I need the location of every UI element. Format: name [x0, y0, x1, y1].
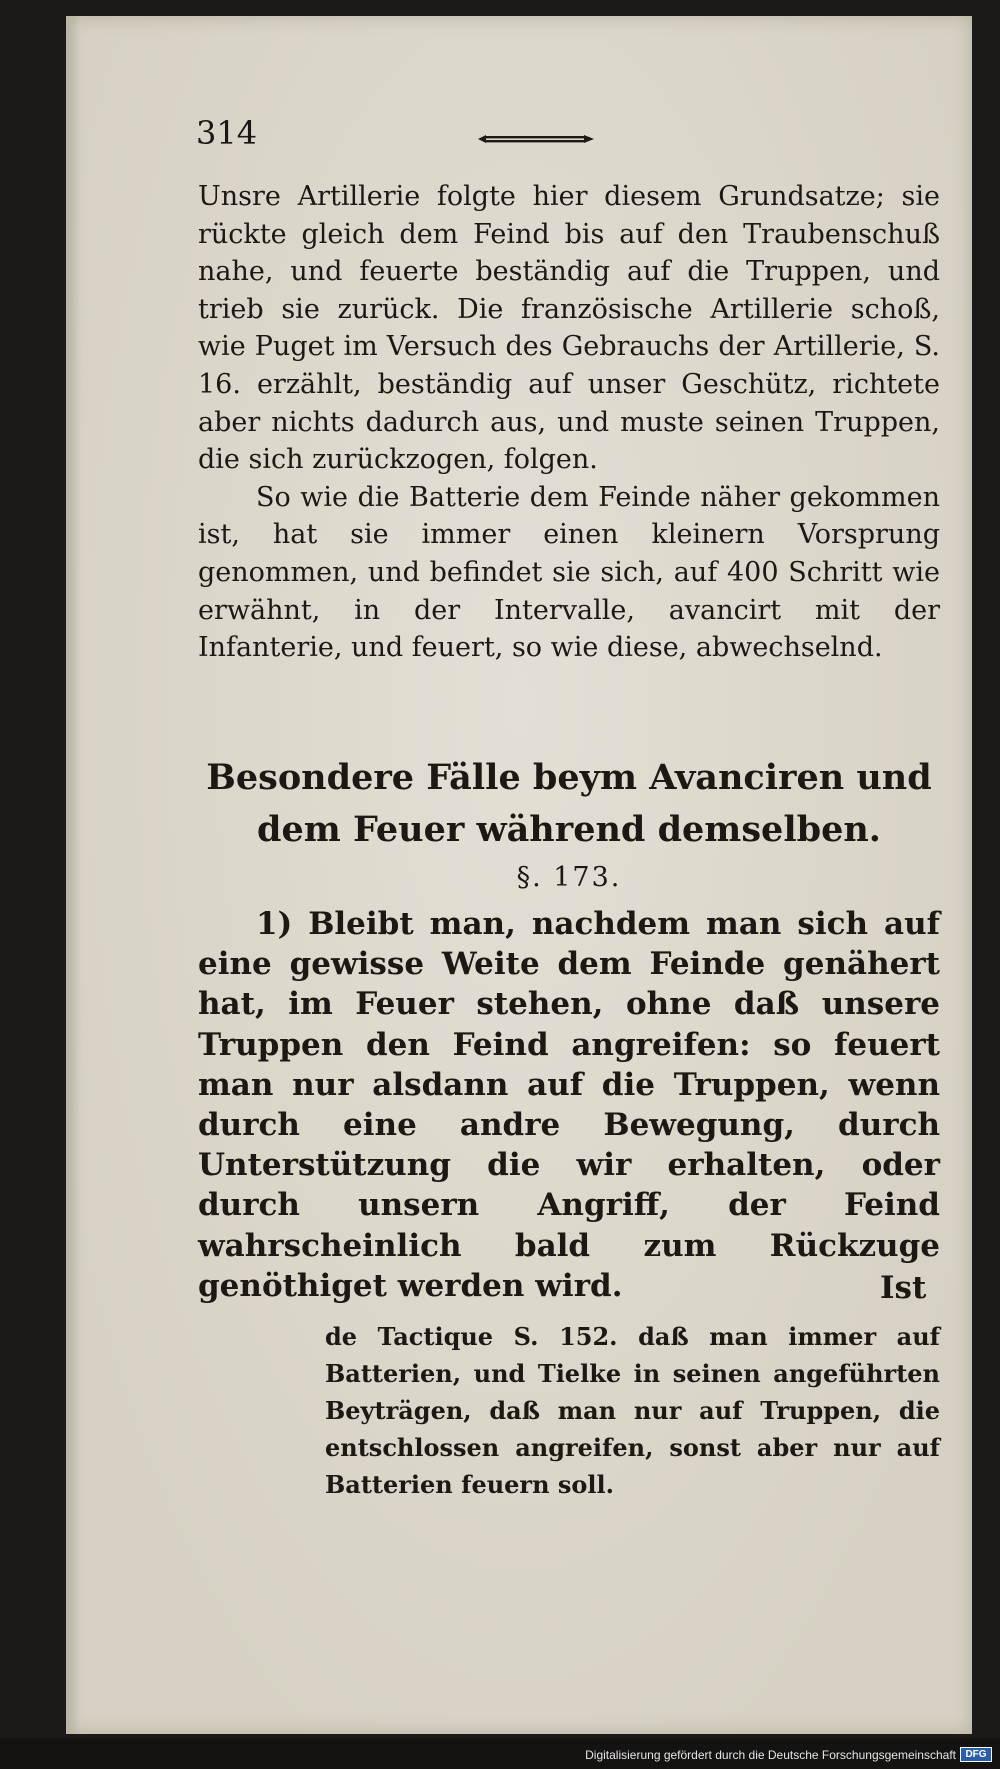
- catchword: Ist: [880, 1270, 927, 1306]
- footnote: de Tactique S. 152. daß man immer auf Batterien, und Tielke in seinen angeführten Beyträgen, daß man nur auf Truppen, die entschlossen angreifen, sonst aber nur auf Batterien feuern soll.: [325, 1322, 940, 1499]
- paragraph-artillerie: Unsre Artillerie folgte hier diesem Grundsatze; sie rückte gleich dem Feind bis auf den Traubenschuß nahe, und feuerte beständig auf die Truppen, und trieb sie zurück. Die französische Artillerie schoß, wie Puget im Versuch des Gebrauchs der Artillerie, S. 16. erzählt, beständig auf unser Geschütz, richtete aber nichts dadurch aus, und muste seinen Truppen, die sich zurückzogen, folgen.: [198, 181, 940, 476]
- paragraph-batterie: So wie die Batterie dem Feinde näher gekommen ist, hat sie immer einen kleinern Vorsprung genommen, und befindet sie sich, auf 400 Schritt wie erwähnt, in der Intervalle, avancirt mit der Infanterie, und feuert, so wie diese, abwechselnd.: [198, 481, 940, 664]
- body-text: [198, 178, 940, 667]
- digitization-credit: Digitalisierung gefördert durch die Deutsche Forschungsgemeinschaft: [585, 1748, 956, 1762]
- section-text: [198, 904, 940, 1306]
- page-number: 314: [196, 114, 258, 152]
- rule-ornament-icon: [476, 132, 596, 146]
- page-header: [196, 114, 756, 162]
- section-heading: Besondere Fälle beym Avanciren und dem Feuer während demselben.: [206, 757, 932, 850]
- paragraph-section-173: 1) Bleibt man, nachdem man sich auf eine gewisse Weite dem Feinde genähert hat, im Feuer stehen, ohne daß unsere Truppen den Feind angreifen: so feuert man nur alsdann auf die Truppen, wenn durch eine andre Bewegung, durch Unterstützung die wir erhalten, oder durch unsern Angriff, der Feind wahrscheinlich bald zum Rückzuge genöthiget werden wird.: [198, 906, 940, 1304]
- section-number: §. 173.: [516, 862, 622, 893]
- page-binding-shadow: [66, 16, 80, 1734]
- dfg-logo-icon: DFG: [960, 1747, 992, 1762]
